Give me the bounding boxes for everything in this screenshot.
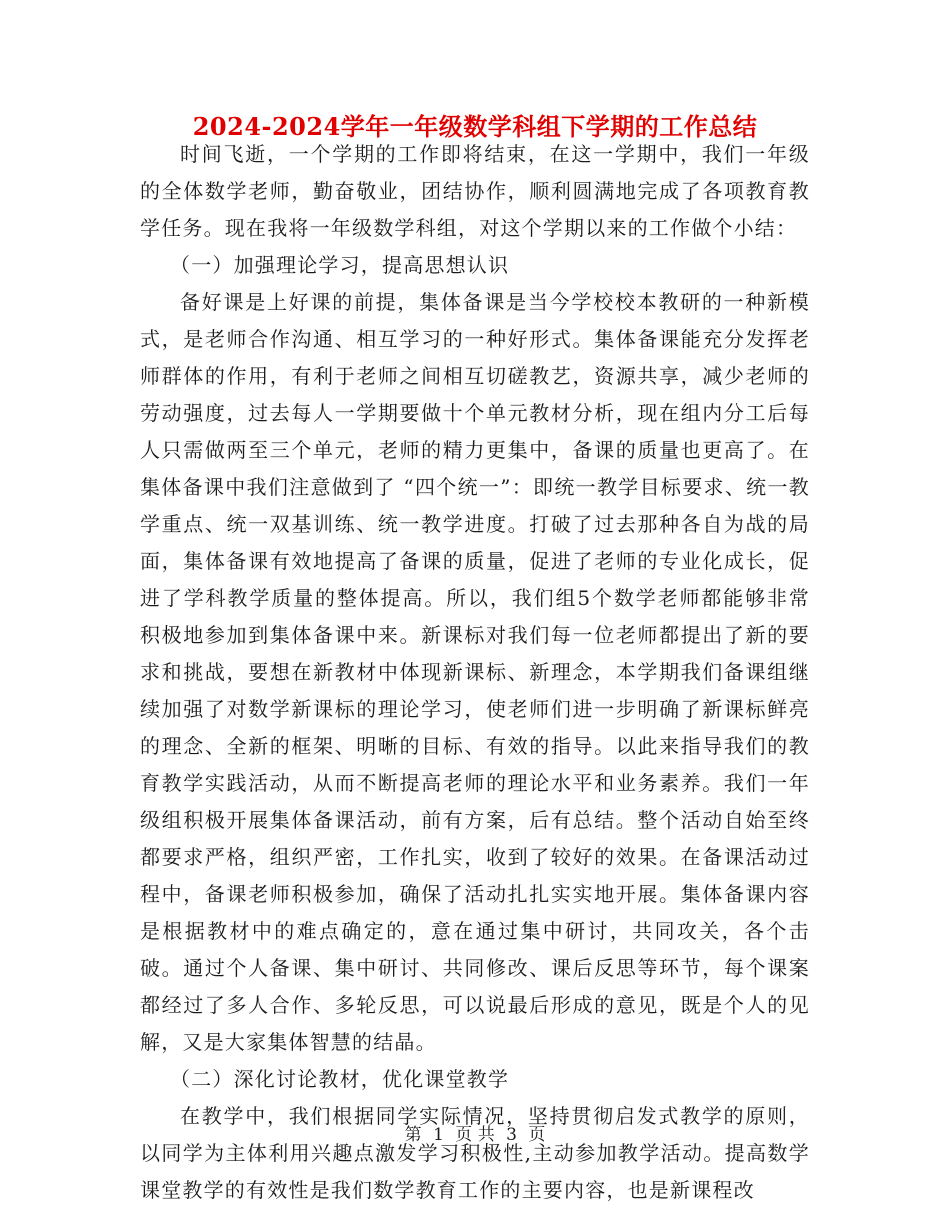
page-number-current: 1 [433, 1125, 444, 1145]
paragraph-section-1: 备好课是上好课的前提，集体备课是当今学校校本教研的一种新模式，是老师合作沟通、相互学习的一种好形式。集体备课能充分发挥老师群体的作用，有利于老师之间相互切磋教艺，资源共享，减少老师的劳动强度，过去每人一学期要做十个单元教材分析，现在组内分工后每人只需做两至三个单元，老师的精力更集中，备课的质量也更高了。在集体备课中我们注意做到了 “四个统一”：即统一教学目标要求、统一教学重点、统一双基训练、统一教学进度。打破了过去那种各自为战的局面，集体备课有效地提高了备课的质量，促进了老师的专业化成长，促进了学科教学质量的整体提高。所以，我们组5个数学老师都能够非常积极地参加到集体备课中来。新课标对我们每一位老师都提出了新的要求和挑战，要想在新教材中体现新课标、新理念，本学期我们备课组继续加强了对数学新课标的理论学习，使老师们进一步明确了新课标鲜亮的理念、全新的框架、明晰的目标、有效的指导。以此来指导我们的教育教学实践活动，从而不断提高老师的理论水平和业务素养。我们一年级组积极开展集体备课活动，前有方案，后有总结。整个活动自始至终都要求严格，组织严密，工作扎实，收到了较好的效果。在备课活动过程中，备课老师积极参加，确保了活动扎扎实实地开展。集体备课内容是根据教材中的难点确定的，意在通过集中研讨，共同攻关，各个击破。通过个人备课、集中研讨、共同修改、课后反思等环节，每个课案都经过了多人合作、多轮反思，可以说最后形成的意见，既是个人的见解，又是大家集体智慧的结晶。 [140, 290, 810, 1054]
footer-middle: 页 共 [455, 1125, 495, 1145]
section-heading-1: （一）加强理论学习，提高思想认识 [170, 253, 510, 277]
section-heading-2: （二）深化讨论教材，优化课堂教学 [170, 1067, 510, 1091]
footer-suffix: 页 [528, 1125, 546, 1145]
footer-prefix: 第 [404, 1125, 422, 1145]
paragraph-intro: 时间飞逝，一个学期的工作即将结束，在这一学期中，我们一年级的全体数学老师，勤奋敬业，团结协作，顺利圆满地完成了各项教育教学任务。现在我将一年级数学科组，对这个学期以来的工作做个小结： [140, 142, 810, 240]
page-number-total: 3 [506, 1125, 517, 1145]
document-body [140, 136, 810, 1209]
page-footer [0, 1123, 950, 1147]
paragraph-section-2: 在教学中，我们根据同学实际情况，坚持贯彻启发式教学的原则，以同学为主体利用兴趣点激发学习积极性,主动参加教学活动。提高数学课堂教学的有效性是我们数学教育工作的主要内容，也是新课程改 [140, 1104, 810, 1202]
document-title: 2024-2024学年一年级数学科组下学期的工作总结 [192, 112, 758, 141]
